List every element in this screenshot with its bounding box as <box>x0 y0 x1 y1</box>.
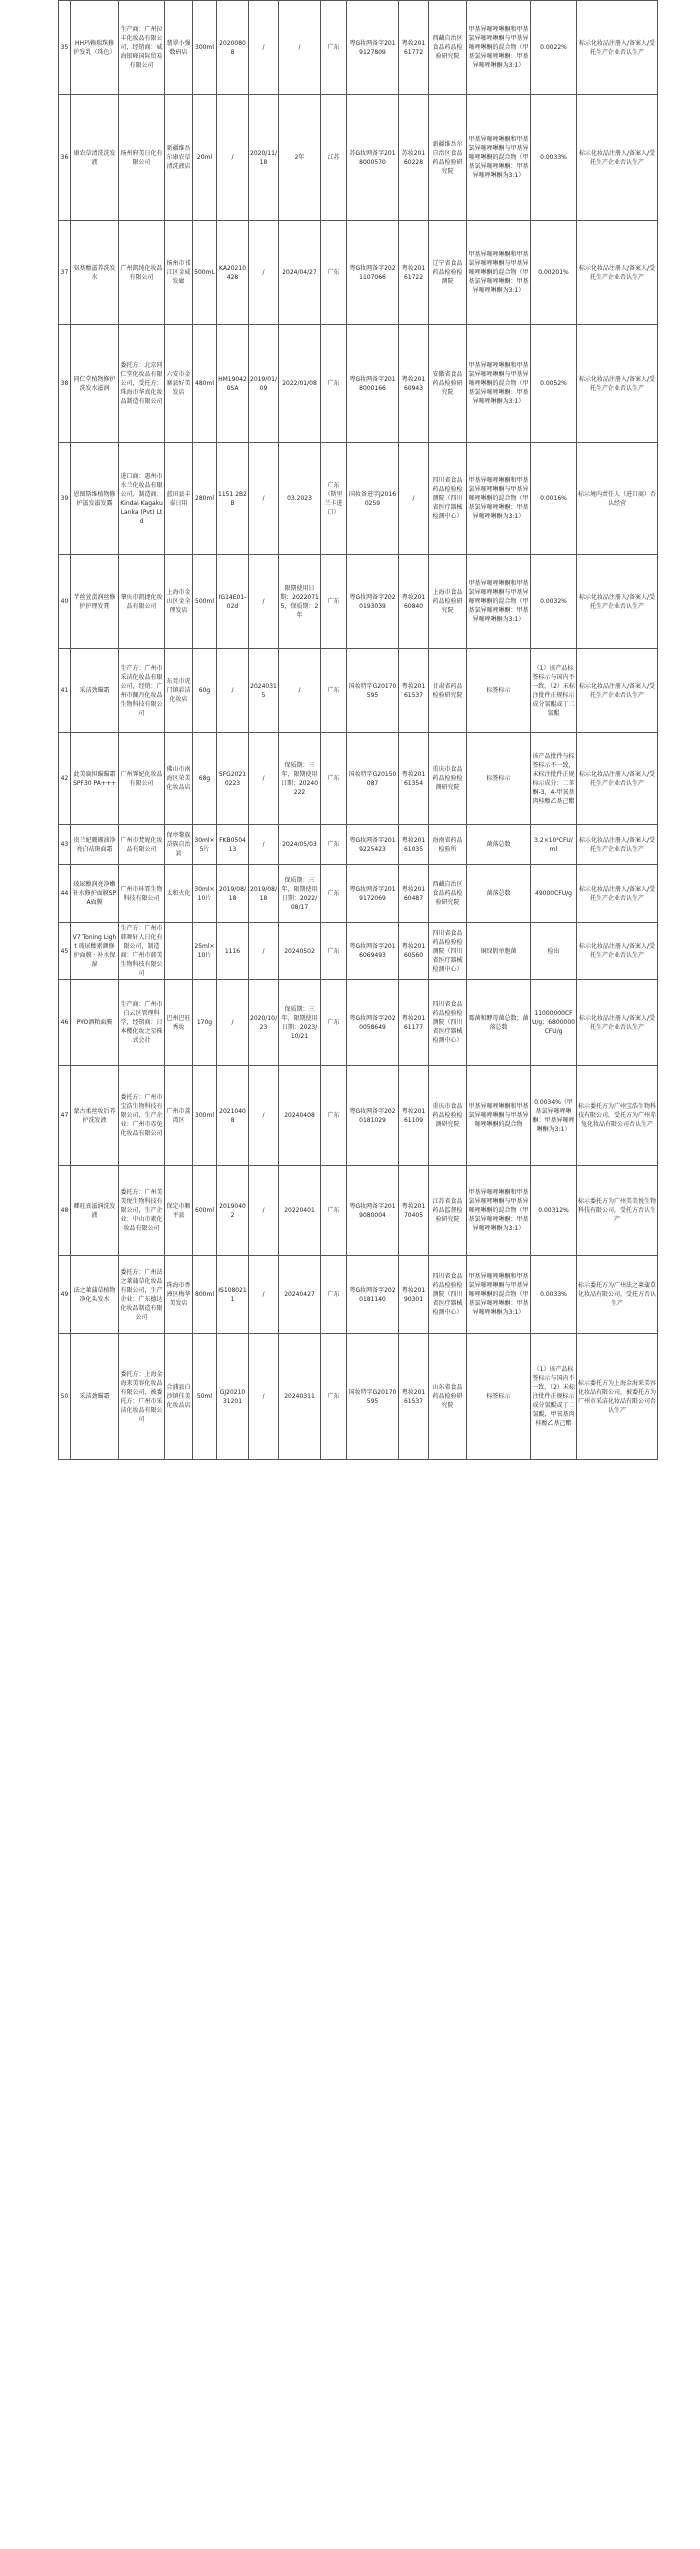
cell-company: 广州霁妃化妆品有限公司 <box>119 733 165 825</box>
cell-expiry: 保质期：三年，限期使用日期：2023/10/21 <box>279 980 321 1066</box>
cell-company: 生产方：广州市采洁化妆品有限公司，经销：广州市佩丹化妆品生物科技有限公司 <box>119 649 165 733</box>
cell-license: 粤G妆网备字2019172069 <box>347 865 399 923</box>
cell-reason: 标示化妆品注册人/备案人/受托生产企业否认生产 <box>577 1 658 95</box>
cell-filing: 粤妆20190301 <box>399 1256 429 1334</box>
cell-result: 0.00201% <box>531 221 577 325</box>
cell-date: / <box>249 923 279 980</box>
cell-lab: 江苏省食品药品监督检验研究院 <box>429 1166 467 1256</box>
cell-item: 甲基异噻唑啉酮和甲基氯异噻唑啉酮与甲基异噻唑啉酮的混合物 <box>467 1066 531 1166</box>
cell-shop: 蓝田县丰泰日用 <box>165 443 193 555</box>
cell-date: / <box>249 1256 279 1334</box>
table-row <box>59 825 658 865</box>
cell-filing: 粤妆20160840 <box>399 555 429 649</box>
table-row <box>59 325 658 443</box>
cell-lab: 西藏自治区食品药品检验研究院 <box>429 1 467 95</box>
cell-expiry: 限期使用日期：20220715，保质期：2年 <box>279 555 321 649</box>
cell-lab: 西藏自治区食品药品检验研究院 <box>429 865 467 923</box>
cell-date: 2019/08/18 <box>249 865 279 923</box>
cell-spec: 300ml <box>193 1066 217 1166</box>
cell-date: / <box>249 1334 279 1460</box>
cell-filing: 粤妆20161109 <box>399 1066 429 1166</box>
cell-date: / <box>249 1 279 95</box>
cell-batch: SFG20210223 <box>217 733 249 825</box>
cell-no: 41 <box>59 649 71 733</box>
cell-result: 0.0034%（甲基氯异噻唑啉酮：甲基异噻唑啉酮为3:1） <box>531 1066 577 1166</box>
table-row <box>59 923 658 980</box>
cell-filing: 粤妆20161537 <box>399 1334 429 1460</box>
table-row <box>59 221 658 325</box>
cell-company: 广州凯纯化妆品有限公司 <box>119 221 165 325</box>
cell-origin: 广东 <box>321 649 347 733</box>
cell-license: 粤G妆网备字2021107066 <box>347 221 399 325</box>
cell-origin: 广东 <box>321 865 347 923</box>
cell-company: 广州市环霏生物科技有限公司 <box>119 865 165 923</box>
cell-name: 法之莱蒲草植物净化头发水 <box>71 1256 119 1334</box>
cell-reason: 标示化妆品注册人/备案人/受托生产企业否认生产 <box>577 325 658 443</box>
cell-shop: 广州市荔湾区 <box>165 1066 193 1166</box>
table-row <box>59 1066 658 1166</box>
cell-spec: 50ml <box>193 1334 217 1460</box>
cell-company: 生产方：广州市韩舞轩人日化有限公司，制造商：广州市韩美生物科技有限公司 <box>119 923 165 980</box>
cell-name: PYO酒粕面膜 <box>71 980 119 1066</box>
cell-lab: 上海市食品药品检验研究院 <box>429 555 467 649</box>
cell-no: 38 <box>59 325 71 443</box>
cell-reason: 标示化妆品注册人/备案人/受托生产企业否认生产 <box>577 923 658 980</box>
cell-filing: 苏妆20160228 <box>399 95 429 221</box>
cell-name: 芊丝萱蛋润丝修护护理发膏 <box>71 555 119 649</box>
cell-spec: 800ml <box>193 1256 217 1334</box>
cell-shop: 上海市金山区金全理发店 <box>165 555 193 649</box>
cell-filing: 粤妆20161537 <box>399 649 429 733</box>
cell-company: 进口商：惠州市水兰化妆品有限公司，制造商：Kindai Kagaku Lanka (Pvt) Ltd <box>119 443 165 555</box>
cell-shop: 珠海市香洲区梅华美发店 <box>165 1256 193 1334</box>
cell-result: 0.0052% <box>531 325 577 443</box>
cell-lab: 海南省药品检验所 <box>429 825 467 865</box>
cell-shop: 保亭黎族苗族自治县 <box>165 825 193 865</box>
cell-expiry: 20240408 <box>279 1066 321 1166</box>
cell-expiry: 2022/01/08 <box>279 325 321 443</box>
cell-batch: 20190402 <box>217 1166 249 1256</box>
cell-date: 2019/01/09 <box>249 325 279 443</box>
cell-license: 国妆特字G20170595 <box>347 1334 399 1460</box>
cell-license: 粤G妆网备字2016069493 <box>347 923 399 980</box>
cell-filing: 粤妆20161772 <box>399 1 429 95</box>
cell-origin: 广东 <box>321 1 347 95</box>
cell-item: 甲基异噻唑啉酮和甲基氯异噻唑啉酮与甲基异噻唑啉酮的混合物（甲基氯异噻唑啉酮：甲基异噻唑啉酮为3:1） <box>467 1166 531 1256</box>
cell-origin: 广东 <box>321 1066 347 1166</box>
table-row <box>59 555 658 649</box>
cell-item: 霉菌和酵母菌总数；菌落总数 <box>467 980 531 1066</box>
cell-item: 菌落总数 <box>467 825 531 865</box>
cell-reason: 标示委托方为广州法之莱蒲草化妆品有限公司，受托方否认生产 <box>577 1256 658 1334</box>
cell-license: 苏G妆网备字2018000570 <box>347 95 399 221</box>
cell-reason: 标示化妆品注册人/备案人/受托生产企业否认生产 <box>577 733 658 825</box>
cell-no: 36 <box>59 95 71 221</box>
cell-result: 11000000CFU/g；6800000CFU/g <box>531 980 577 1066</box>
cell-expiry: 2024/05/03 <box>279 825 321 865</box>
cell-no: 42 <box>59 733 71 825</box>
table-row <box>59 443 658 555</box>
cell-origin: 广东 <box>321 325 347 443</box>
cell-no: 45 <box>59 923 71 980</box>
cell-reason: 标示化妆品注册人/备案人/受托生产企业否认生产 <box>577 980 658 1066</box>
cell-filing: 粤妆20160487 <box>399 865 429 923</box>
cell-item: 甲基异噻唑啉酮和甲基氯异噻唑啉酮与甲基异噻唑啉酮的混合物（甲基氯异噻唑啉酮：甲基异噻唑啉酮为3:1） <box>467 1256 531 1334</box>
cell-spec: 30ml×10片 <box>193 865 217 923</box>
cell-date: 2020/11/18 <box>249 95 279 221</box>
cell-company: 委托方：上海金海来美容化妆品有限公司，被委托方：广州市采洁化妆品有限公司 <box>119 1334 165 1460</box>
cell-expiry: 20220401 <box>279 1166 321 1256</box>
cell-expiry: 2年 <box>279 95 321 221</box>
cell-license: 粤G妆网备字2019127809 <box>347 1 399 95</box>
cell-lab: 重庆市食品药品检验检测研究院 <box>429 733 467 825</box>
cell-license: 粤G妆网备字2020181140 <box>347 1256 399 1334</box>
cell-no: 47 <box>59 1066 71 1166</box>
table-row <box>59 1334 658 1460</box>
cell-origin: 广东 <box>321 923 347 980</box>
cell-no: 37 <box>59 221 71 325</box>
cell-origin: 广东 <box>321 825 347 865</box>
cell-filing: 粤妆20160560 <box>399 923 429 980</box>
cell-origin: 广东 <box>321 555 347 649</box>
cell-company: 肇庆市凯捷化妆品有限公司 <box>119 555 165 649</box>
cell-origin: 江苏 <box>321 95 347 221</box>
cell-license: 粤G妆网备字2020058649 <box>347 980 399 1066</box>
cell-filing: 粤妆20170405 <box>399 1166 429 1256</box>
cell-item: 甲基异噻唑啉酮和甲基氯异噻唑啉酮与甲基异噻唑啉酮的混合物（甲基氯异噻唑啉酮：甲基异噻唑啉酮为3:1） <box>467 555 531 649</box>
cell-spec: 60g <box>193 649 217 733</box>
table-row <box>59 95 658 221</box>
cell-name: 同仁堂植物修护洗发水滋润 <box>71 325 119 443</box>
cell-result: 检出 <box>531 923 577 980</box>
cell-name: V7 Toning Light 玻尿酸素颜修护面膜 · 补水保湿 <box>71 923 119 980</box>
cell-reason: 标示委托方为广州美美悦生物科技有限公司，受托方否认生产 <box>577 1166 658 1256</box>
cell-filing: 粤妆20161354 <box>399 733 429 825</box>
table-row <box>59 865 658 923</box>
cell-filing: 粤妆20161177 <box>399 980 429 1066</box>
cell-no: 40 <box>59 555 71 649</box>
cell-name: HH玛赖瑞珠修护发乳（珠色） <box>71 1 119 95</box>
cell-item: 标签标示 <box>467 649 531 733</box>
cell-expiry: 保质期：三年，限期使用日期：20240222 <box>279 733 321 825</box>
cell-spec: 25ml×10片 <box>193 923 217 980</box>
cell-expiry: / <box>279 1 321 95</box>
cell-spec: 68g <box>193 733 217 825</box>
cell-license: 粤G妆网备字2020181029 <box>347 1066 399 1166</box>
cell-origin: 广东 <box>321 1334 347 1460</box>
cell-batch: 1116 <box>217 923 249 980</box>
cell-result: （1）该产品标签标示与国内不一致，（2）未标注批件正规标示成分氢醌或丁二氢醌，甲氧基肉桂酸乙基己酯 <box>531 1334 577 1460</box>
table-row <box>59 1 658 95</box>
cell-expiry: / <box>279 649 321 733</box>
cell-no: 39 <box>59 443 71 555</box>
cell-reason: 标示化妆品注册人/备案人/受托生产企业否认生产 <box>577 221 658 325</box>
cell-lab: 甘肃省药品检验研究院 <box>429 649 467 733</box>
cell-expiry: 20240502 <box>279 923 321 980</box>
cell-result: 0.0016% <box>531 443 577 555</box>
cell-shop: 佛山市南海区荣美化妆品店 <box>165 733 193 825</box>
cell-item: 甲基异噻唑啉酮和甲基氯异噻唑啉酮与甲基异噻唑啉酮的混合物（甲基氯异噻唑啉酮：甲基异噻唑啉酮为3:1） <box>467 325 531 443</box>
cell-reason: 标示化妆品注册人/备案人/受托生产企业否认生产 <box>577 865 658 923</box>
cell-company: 委托方：广州法之莱蒲草化妆品有限公司，生产企业：广东德达化妆品制造有限公司 <box>119 1256 165 1334</box>
cell-result: 0.0033% <box>531 1256 577 1334</box>
cell-batch: 20210408 <box>217 1066 249 1166</box>
cell-result: 0.0033% <box>531 95 577 221</box>
cell-origin: 广东 <box>321 221 347 325</box>
cell-license: 粤G妆网备字2018000166 <box>347 325 399 443</box>
cell-company: 扬州府美日化有限公司 <box>119 95 165 221</box>
cell-license: 粤G妆网备字2019080004 <box>347 1166 399 1256</box>
cell-item: 菌落总数 <box>467 865 531 923</box>
cell-origin: 广东 <box>321 1166 347 1256</box>
sampling-results-table <box>58 0 658 1460</box>
cell-batch: 1151 2B2B <box>217 443 249 555</box>
table-row <box>59 1256 658 1334</box>
cell-shop <box>165 923 193 980</box>
cell-expiry: 20240427 <box>279 1256 321 1334</box>
cell-result: （1）该产品标签标示与国内不一致，（2）未标注批件正规标示成分氢醌或丁二氢醌 <box>531 649 577 733</box>
cell-date: / <box>249 443 279 555</box>
cell-origin: 广东（斯里兰卡进口） <box>321 443 347 555</box>
cell-date: / <box>249 733 279 825</box>
cell-batch: IS1080211 <box>217 1256 249 1334</box>
cell-company: 委托方：北京同仁堂化妆品有限公司，受托方：珠海市华真化妆品制造有限公司 <box>119 325 165 443</box>
cell-lab: 四川省食品药品检验检测院（四川省医疗器械检测中心） <box>429 980 467 1066</box>
cell-batch: 2019/08/18 <box>217 865 249 923</box>
cell-shop: 翡翠小强数码店 <box>165 1 193 95</box>
cell-item: 甲基异噻唑啉酮和甲基氯异噻唑啉酮与甲基异噻唑啉酮的混合物（甲基氯异噻唑啉酮：甲基异噻唑啉酮为3:1） <box>467 1 531 95</box>
cell-filing: 粤妆20161722 <box>399 221 429 325</box>
cell-result: 该产品批件与标签标示不一致，未标注批件正规标示成分：二苯酮-3，4-甲氧基肉桂酸乙基己酯 <box>531 733 577 825</box>
cell-batch: GJ2021031201 <box>217 1334 249 1460</box>
cell-date: / <box>249 555 279 649</box>
cell-batch: KA20210428 <box>217 221 249 325</box>
cell-reason: 标示境内责任人（进口商）否认经营 <box>577 443 658 555</box>
cell-batch: 20200808 <box>217 1 249 95</box>
cell-name: 康农草清洗洗发液 <box>71 95 119 221</box>
cell-batch: HM190420SA <box>217 325 249 443</box>
cell-shop: 保定市顺平县 <box>165 1166 193 1256</box>
cell-item: 甲基异噻唑啉酮和甲基氯异噻唑啉酮与甲基异噻唑啉酮的混合物（甲基氯异噻唑啉酮：甲基异噻唑啉酮为3:1） <box>467 95 531 221</box>
cell-name: 氨基酸滋养洗发水 <box>71 221 119 325</box>
table-row <box>59 649 658 733</box>
cell-reason: 标示化妆品注册人/备案人/受托生产企业否认生产 <box>577 95 658 221</box>
cell-origin: 广东 <box>321 733 347 825</box>
cell-lab: 四川省食品药品检验检测院（四川省医疗器械检测中心） <box>429 443 467 555</box>
cell-result: 49000CFU/g <box>531 865 577 923</box>
cell-name: 玻尿酸润亮净嫩补水修护面膜SPA面膜 <box>71 865 119 923</box>
cell-lab: 新疆维吾尔自治区食品药品检验研究院 <box>429 95 467 221</box>
cell-spec: 600ml <box>193 1166 217 1256</box>
cell-spec: 30ml×5片 <box>193 825 217 865</box>
cell-no: 46 <box>59 980 71 1066</box>
cell-result: 0.00312% <box>531 1166 577 1256</box>
cell-spec: 280ml <box>193 443 217 555</box>
cell-license: 国妆特字G20150087 <box>347 733 399 825</box>
cell-name: 采洁劲瞄霜 <box>71 1334 119 1460</box>
cell-shop: 六安市金寨县好美发店 <box>165 325 193 443</box>
cell-date: 2020/10/23 <box>249 980 279 1066</box>
cell-license: 粤G妆网备字2020193039 <box>347 555 399 649</box>
cell-batch: / <box>217 649 249 733</box>
cell-item: 甲基异噻唑啉酮和甲基氯异噻唑啉酮与甲基异噻唑啉酮的混合物（甲基氯异噻唑啉酮：甲基异噻唑啉酮为3:1） <box>467 443 531 555</box>
cell-license: 国妆特字G20170595 <box>347 649 399 733</box>
cell-license: 粤G妆网备字2019225423 <box>347 825 399 865</box>
cell-shop: 合浦县白沙镇佳美化妆品店 <box>165 1334 193 1460</box>
cell-spec: 170g <box>193 980 217 1066</box>
cell-lab: 四川省食品药品检验检测院（四川省医疗器械检测中心） <box>429 1256 467 1334</box>
cell-no: 49 <box>59 1256 71 1334</box>
cell-reason: 标示化妆品注册人/备案人/受托生产企业否认生产 <box>577 649 658 733</box>
cell-shop: 东莞市虎门镇彩洁化妆店 <box>165 649 193 733</box>
cell-reason: 标示化妆品注册人/备案人/受托生产企业否认生产 <box>577 825 658 865</box>
cell-name: 此美扁担瞄瞄霜SPF30 PA+++ <box>71 733 119 825</box>
cell-lab: 四川省食品药品检验检测院（四川省医疗器械检测中心） <box>429 923 467 980</box>
cell-name: 蒙古柔丝妆后养护洗发液 <box>71 1066 119 1166</box>
cell-item: 甲基异噻唑啉酮和甲基氯异噻唑啉酮与甲基异噻唑啉酮的混合物（甲基氯异噻唑啉酮：甲基异噻唑啉酮为3:1） <box>467 221 531 325</box>
cell-lab: 辽宁省食品药品检验检测院 <box>429 221 467 325</box>
cell-no: 44 <box>59 865 71 923</box>
cell-license: 国妆备进字J20160259 <box>347 443 399 555</box>
cell-shop: 巴州巴旺秀妆 <box>165 980 193 1066</box>
cell-name: 恩图斯维植物修护滋发滋发露 <box>71 443 119 555</box>
cell-item: 标签标示 <box>467 1334 531 1460</box>
cell-shop: 太和火化 <box>165 865 193 923</box>
cell-no: 48 <box>59 1166 71 1256</box>
cell-company: 生产商：广州市白云区管理科学，经销商：日本樱化妆之星株式会社 <box>119 980 165 1066</box>
cell-expiry: 保质期：三年，限期使用日期：2022/08/17 <box>279 865 321 923</box>
cell-name: 卿旺真滋润洗发液 <box>71 1166 119 1256</box>
cell-company: 委托方：广州市宝浩生物科技有限公司，生产企业：广州市赤兔化妆品有限公司 <box>119 1066 165 1166</box>
cell-batch: FKB050413 <box>217 825 249 865</box>
cell-spec: 20ml <box>193 95 217 221</box>
cell-spec: 480ml <box>193 325 217 443</box>
cell-company: 生产商：广州拉丰化妆品有限公司，经销商：威海银峰国际贸易有限公司 <box>119 1 165 95</box>
table-row <box>59 733 658 825</box>
cell-filing: / <box>399 443 429 555</box>
cell-item: 标签标示 <box>467 733 531 825</box>
cell-expiry: 03.2023 <box>279 443 321 555</box>
cell-no: 43 <box>59 825 71 865</box>
cell-shop: 扬州市邗江区金威发廊 <box>165 221 193 325</box>
table-row <box>59 980 658 1066</box>
cell-batch: / <box>217 980 249 1066</box>
cell-result: 0.0022% <box>531 1 577 95</box>
cell-date: / <box>249 825 279 865</box>
cell-date: 20240315 <box>249 649 279 733</box>
cell-result: 3.2×10⁴CFU/ml <box>531 825 577 865</box>
cell-spec: 500mL <box>193 221 217 325</box>
cell-lab: 安徽省食品药品检验研究院 <box>429 325 467 443</box>
cell-expiry: 20240311 <box>279 1334 321 1460</box>
cell-date: / <box>249 1066 279 1166</box>
cell-company: 广州市梵妮化妆品有限公司 <box>119 825 165 865</box>
cell-batch: IG14E01-02d <box>217 555 249 649</box>
cell-shop: 新疆维吾尔康农草清洗液店 <box>165 95 193 221</box>
cell-filing: 粤妆20160943 <box>399 325 429 443</box>
cell-result: 0.0032% <box>531 555 577 649</box>
cell-reason: 标示化妆品注册人/备案人/受托生产企业否认生产 <box>577 555 658 649</box>
cell-spec: 500ml <box>193 555 217 649</box>
cell-lab: 重庆市食品药品检验检测研究院 <box>429 1066 467 1166</box>
cell-item: 铜绿假单胞菌 <box>467 923 531 980</box>
cell-name: 采洁劲瞄霜 <box>71 649 119 733</box>
cell-name: 贵兰妃珊瑚油净亮白祛斑面霜 <box>71 825 119 865</box>
cell-origin: 广东 <box>321 1256 347 1334</box>
cell-filing: 粤妆20161035 <box>399 825 429 865</box>
cell-reason: 标示委托方为广州宝浩生物科技有限公司，受托方为广州赤兔化妆品有限公司否认生产 <box>577 1066 658 1166</box>
cell-lab: 山东省食品药品检验研究院 <box>429 1334 467 1460</box>
cell-no: 35 <box>59 1 71 95</box>
cell-origin: 广东 <box>321 980 347 1066</box>
cell-no: 50 <box>59 1334 71 1460</box>
cell-date: / <box>249 1166 279 1256</box>
table-row <box>59 1166 658 1256</box>
cell-date: / <box>249 221 279 325</box>
cell-expiry: 2024/04/27 <box>279 221 321 325</box>
cell-company: 委托方：广州美美悦生物科技有限公司，生产企业：中山市素化妆品有限公司 <box>119 1166 165 1256</box>
cell-spec: 300ml <box>193 1 217 95</box>
cell-batch: / <box>217 95 249 221</box>
cell-reason: 标示委托方为上海金海来美容化妆品有限公司，被委托方为广州市采洁化妆品有限公司否认生产 <box>577 1334 658 1460</box>
